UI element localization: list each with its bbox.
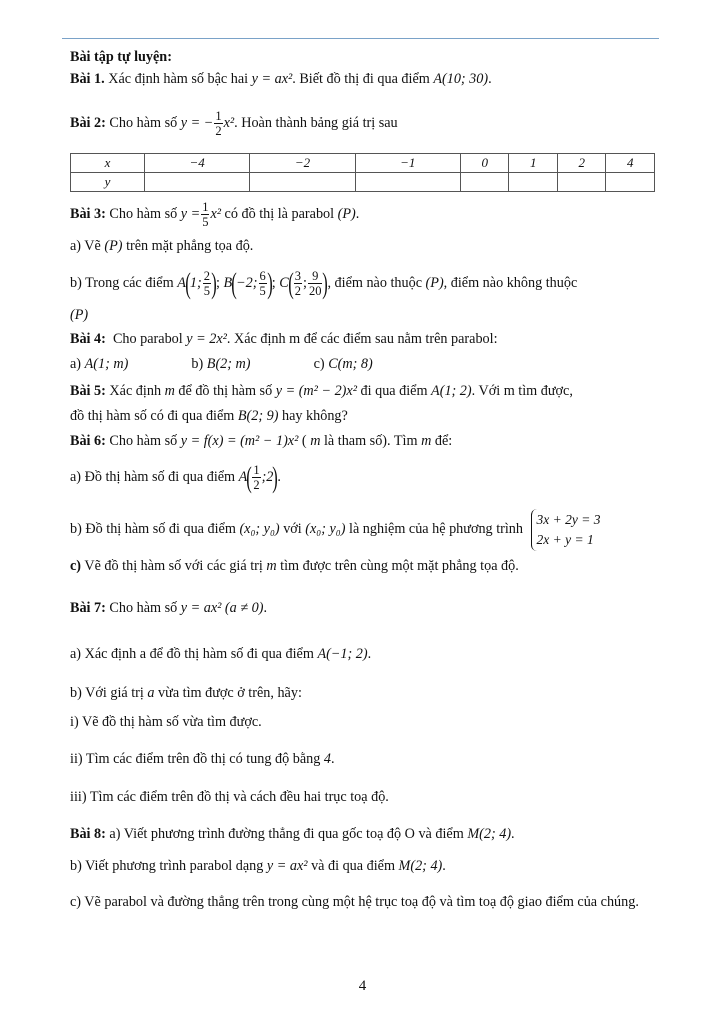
exercise-3b: b) Trong các điểm A(1; $\frac{2}{5}$ ); B(−2; $\frac{6}{5}$ ); C( $\frac{3}{2}$ ; $\frac{9}{20}$ ), điểm nào thuộc (P), điểm nào không thuộc [70,266,578,300]
table-cell: 2 [557,154,606,173]
table-cell[interactable] [557,173,606,192]
exercise-6b: b) Đồ thị hàm số đi qua điểm (x₀; y₀) với (x₀; y₀) là nghiệm của hệ phương trình 3x + 2y = 3 2x + y = 1 [70,506,601,552]
fraction: $\frac{1}{5}$ [202,200,209,230]
exercise-6: Bài 6: Cho hàm số y = f(x) = (m² − 1)x² ( m là tham số). Tìm m để: [70,433,453,449]
table-cell[interactable] [250,173,355,192]
exercise-3b-cont: (P) [70,307,89,323]
exercise-4-options: a) A(1; m) b) B(2; m) c) C(m; 8) [70,356,373,372]
exercise-8b: b) Viết phương trình parabol dạng y = ax² và đi qua điểm M(2; 4). [70,858,446,874]
exercise-2-label: Bài 2: [70,115,106,131]
table-cell[interactable] [145,173,250,192]
table-cell: 0 [460,154,509,173]
table-cell[interactable] [606,173,655,192]
exercise-7: Bài 7: Cho hàm số y = ax² (a ≠ 0). [70,600,267,616]
table-cell: y [71,173,145,192]
exercise-6c: c) Vẽ đồ thị hàm số với các giá trị m tìm được trên cùng một mặt phẳng tọa độ. [70,558,519,574]
exercise-2: Bài 2: Cho hàm số y = − $\frac{1}{2}$ x². Hoàn thành bảng giá trị sau [70,109,398,139]
exercise-4-label: Bài 4: [70,331,106,347]
exercise-4: Bài 4: Cho parabol y = 2x². Xác định m để các điểm sau nằm trên parabol: [70,331,498,347]
table-cell: −1 [355,154,460,173]
exercise-6-label: Bài 6: [70,433,106,449]
exercise-7a: a) Xác định a để đồ thị hàm số đi qua điểm A(−1; 2). [70,646,372,662]
exercise-1-point: A(10; 30) [433,71,489,87]
fraction: $\frac{1}{2}$ [215,109,222,139]
section-heading: Bài tập tự luyện: [70,49,172,65]
table-row [71,154,655,173]
header-rule [62,38,659,39]
exercise-7i: i) Vẽ đồ thị hàm số vừa tìm được. [70,714,262,730]
exercise-5-label: Bài 5: [70,383,106,399]
exercise-5: Bài 5: Xác định m để đồ thị hàm số y = (m² − 2)x² đi qua điểm A(1; 2). Với m tìm được, [70,383,573,399]
table-cell[interactable] [509,173,558,192]
exercise-5-line2: đồ thị hàm số có đi qua điểm B(2; 9) hay không? [70,408,348,424]
exercise-7ii: ii) Tìm các điểm trên đồ thị có tung độ bằng 4. [70,751,335,767]
exercise-6a: a) Đồ thị hàm số đi qua điểm A( $\frac{1}{2}$ ;2). [70,460,281,494]
exercise-1: Bài 1. Xác định hàm số bậc hai y = ax². Biết đồ thị đi qua điểm A(10; 30). [70,71,492,87]
page-number: 4 [358,978,367,994]
table-cell: 4 [606,154,655,173]
exercise-7-label: Bài 7: [70,600,106,616]
exercise-1-equation: y = ax² [251,71,293,87]
value-table [70,153,655,192]
exercise-3: Bài 3: Cho hàm số y = $\frac{1}{5}$ x² có đồ thị là parabol (P). [70,200,360,230]
exercise-8-label: Bài 8: [70,826,106,842]
table-cell: −2 [250,154,355,173]
table-cell[interactable] [460,173,509,192]
exercise-7iii: iii) Tìm các điểm trên đồ thị và cách đều hai trục toạ độ. [70,789,389,805]
table-cell: 1 [509,154,558,173]
exercise-1-label: Bài 1. [70,71,105,87]
exercise-3-label: Bài 3: [70,206,106,222]
equation-system: 3x + 2y = 3 2x + y = 1 [531,509,601,551]
exercise-8: Bài 8: a) Viết phương trình đường thẳng đi qua gốc toạ độ O và điểm M(2; 4). [70,826,515,842]
exercise-3a: a) Vẽ (P) trên mặt phẳng tọa độ. [70,238,254,254]
table-cell[interactable] [355,173,460,192]
table-row [71,173,655,192]
table-cell: x [71,154,145,173]
table-cell: −4 [145,154,250,173]
exercise-8c: c) Vẽ parabol và đường thẳng trên trong cùng một hệ trục toạ độ và tìm toạ độ giao điểm của chúng. [70,894,639,910]
exercise-7b: b) Với giá trị a vừa tìm được ở trên, hãy: [70,685,302,701]
